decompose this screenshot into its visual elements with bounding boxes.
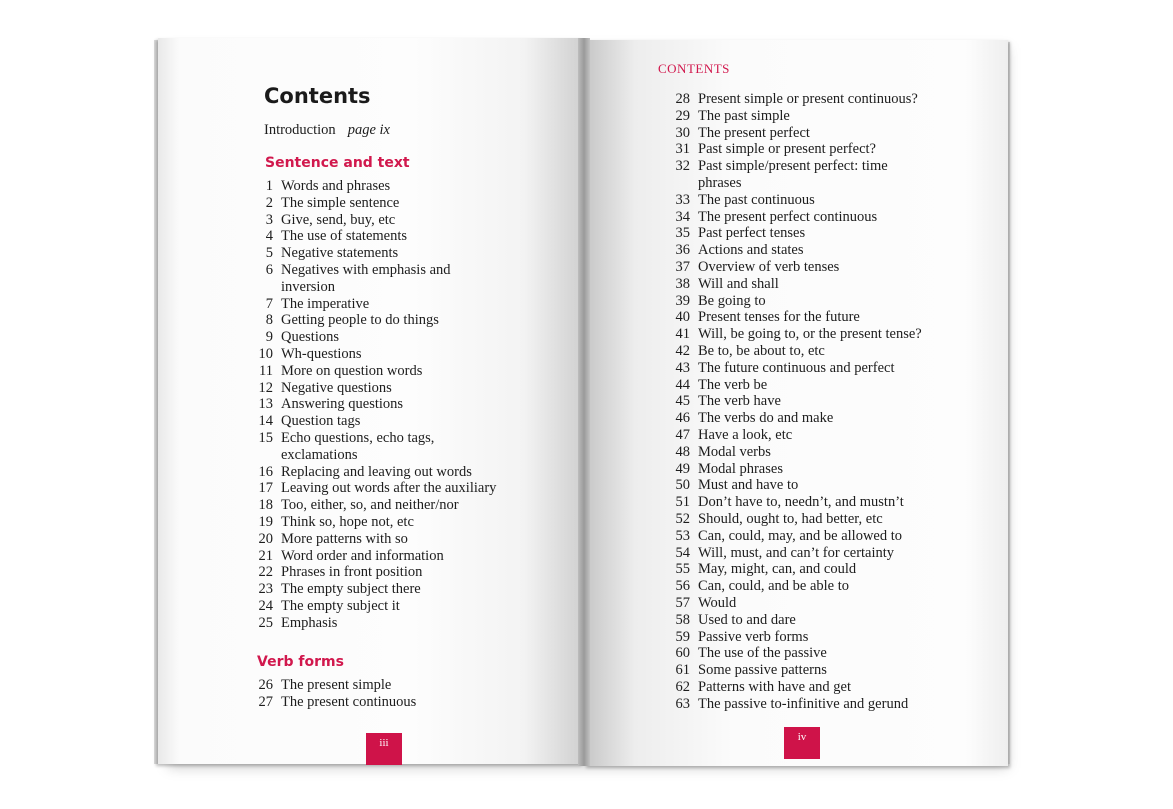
- toc-entry: [674, 528, 922, 545]
- toc-entry-title: The present simple: [281, 677, 392, 693]
- toc-entry: [674, 276, 922, 293]
- running-head: CONTENTS: [658, 61, 730, 76]
- toc-entry: [257, 178, 496, 195]
- toc-entry-title: May, might, can, and could: [698, 561, 857, 578]
- toc-entry-number: 5: [265, 245, 273, 262]
- toc-entry: [257, 564, 496, 581]
- toc-entry-number: 36: [675, 242, 690, 259]
- toc-entry: [257, 363, 496, 380]
- toc-entry: [257, 531, 496, 548]
- toc-entry-title: Questions: [281, 329, 339, 346]
- toc-entry-number: 17: [258, 480, 273, 497]
- toc-entry-title: The present perfect: [698, 124, 810, 141]
- toc-entry-number: 41: [675, 326, 690, 343]
- toc-entry: [674, 511, 922, 528]
- toc-entry-number: 35: [675, 225, 690, 242]
- toc-entry-title: Getting people to do things: [281, 312, 439, 329]
- page-number-right: [784, 727, 820, 759]
- toc-entry: [257, 548, 496, 565]
- toc-entry: [674, 393, 922, 410]
- toc-entry-number: 8: [265, 312, 273, 329]
- toc-list-verb-forms: [257, 677, 416, 711]
- toc-list-sentence-and-text: [257, 178, 496, 632]
- section-heading-sentence-and-text: Sentence and text: [265, 155, 410, 171]
- toc-entry-title: The present perfect continuous: [698, 208, 878, 225]
- toc-entry: [674, 192, 922, 209]
- toc-entry-title: Will and shall: [698, 275, 779, 292]
- toc-entry-title: Modal phrases: [698, 460, 783, 477]
- toc-entry-title: The verb be: [698, 376, 768, 393]
- toc-entry-number: 21: [258, 547, 273, 564]
- toc-entry-number: 20: [258, 530, 273, 547]
- toc-entry-title: Present simple or present continuous?: [698, 91, 918, 107]
- toc-entry: [257, 615, 496, 632]
- introduction-page: page ix: [347, 122, 390, 138]
- toc-entry-title: The past simple: [698, 107, 790, 124]
- toc-entry: [674, 595, 922, 612]
- toc-entry-number: 9: [265, 329, 273, 346]
- toc-entry-number: 48: [675, 443, 690, 460]
- toc-entry: [674, 293, 922, 310]
- toc-entry-number: 45: [675, 393, 690, 410]
- page-number-left-label: iii: [379, 737, 389, 749]
- toc-entry: [257, 677, 416, 694]
- toc-entry-number: 14: [258, 413, 273, 430]
- toc-entry: [674, 612, 922, 629]
- toc-entry-number: 47: [675, 426, 690, 443]
- toc-entry: [257, 581, 496, 598]
- toc-entry: [674, 377, 922, 394]
- toc-entry: [674, 477, 922, 494]
- toc-entry: [674, 494, 922, 511]
- toc-entry: [257, 480, 496, 497]
- toc-entry: [257, 296, 496, 313]
- toc-entry-title: Word order and information: [281, 547, 444, 564]
- toc-entry-title: Some passive patterns: [698, 662, 827, 679]
- toc-entry-title: The imperative: [281, 295, 370, 312]
- toc-entry-title: The simple sentence: [281, 194, 400, 211]
- toc-entry-number: 26: [258, 677, 273, 693]
- toc-entry-title: Too, either, so, and neither/nor: [281, 497, 459, 514]
- toc-entry: [257, 329, 496, 346]
- toc-entry-title: The use of the passive: [698, 645, 827, 662]
- toc-list-right: [674, 91, 922, 712]
- toc-entry-title: Phrases in front position: [281, 564, 423, 581]
- toc-entry: [674, 158, 922, 192]
- page-number-right-label: iv: [797, 731, 807, 743]
- toc-entry: [674, 578, 922, 595]
- toc-entry-title: Be going to: [698, 292, 766, 309]
- toc-entry-number: 62: [675, 678, 690, 695]
- toc-entry: [674, 91, 922, 108]
- toc-entry: [674, 326, 922, 343]
- toc-entry: [674, 410, 922, 427]
- toc-entry-title: Past simple/present perfect: time phrases: [698, 158, 888, 191]
- toc-entry-title: Be to, be about to, etc: [698, 342, 825, 359]
- toc-entry: [257, 262, 496, 296]
- toc-entry-title: Should, ought to, had better, etc: [698, 510, 883, 527]
- toc-entry: [257, 497, 496, 514]
- page-title: Contents: [264, 84, 371, 108]
- toc-entry: [674, 209, 922, 226]
- toc-entry-title: The verb have: [698, 393, 781, 410]
- toc-entry: [674, 108, 922, 125]
- toc-entry: [674, 696, 922, 713]
- toc-entry-number: 12: [258, 379, 273, 396]
- toc-entry-number: 59: [675, 628, 690, 645]
- toc-entry-title: The empty subject it: [281, 597, 400, 614]
- toc-entry: [257, 228, 496, 245]
- toc-entry-number: 10: [258, 345, 273, 362]
- toc-entry-title: Emphasis: [281, 614, 338, 631]
- toc-entry: [674, 309, 922, 326]
- toc-entry-number: 52: [675, 510, 690, 527]
- toc-entry: [257, 413, 496, 430]
- toc-entry-number: 18: [258, 497, 273, 514]
- toc-entry-title: Don’t have to, needn’t, and mustn’t: [698, 494, 904, 511]
- toc-entry: [674, 259, 922, 276]
- toc-entry: [674, 561, 922, 578]
- toc-entry: [674, 242, 922, 259]
- toc-entry-number: 24: [258, 597, 273, 614]
- introduction-label: Introduction: [264, 122, 336, 138]
- toc-entry-number: 54: [675, 544, 690, 561]
- toc-entry: [674, 645, 922, 662]
- toc-entry-title: Past perfect tenses: [698, 225, 806, 242]
- page-number-left: [366, 733, 402, 765]
- toc-entry-number: 33: [675, 191, 690, 208]
- toc-entry-number: 46: [675, 410, 690, 427]
- toc-entry-number: 55: [675, 561, 690, 578]
- toc-entry-title: Past simple or present perfect?: [698, 141, 876, 158]
- toc-entry: [674, 545, 922, 562]
- toc-entry-number: 22: [258, 564, 273, 581]
- toc-entry-title: Overview of verb tenses: [698, 258, 840, 275]
- toc-entry-number: 27: [258, 693, 273, 710]
- toc-entry-title: Words and phrases: [281, 178, 391, 194]
- toc-entry-number: 34: [675, 208, 690, 225]
- toc-entry-number: 13: [258, 396, 273, 413]
- toc-entry-number: 4: [265, 228, 273, 245]
- toc-entry-title: Modal verbs: [698, 443, 771, 460]
- toc-entry-title: Patterns with have and get: [698, 678, 852, 695]
- toc-entry: [674, 444, 922, 461]
- toc-entry-number: 1: [265, 178, 273, 194]
- toc-entry-title: Replacing and leaving out words: [281, 463, 472, 480]
- toc-entry-number: 15: [258, 429, 273, 446]
- toc-entry-number: 28: [675, 91, 690, 107]
- toc-entry-number: 6: [265, 261, 273, 278]
- toc-entry: [257, 430, 496, 464]
- toc-entry: [257, 396, 496, 413]
- toc-entry: [257, 346, 496, 363]
- toc-entry-title: More on question words: [281, 362, 423, 379]
- toc-entry: [257, 195, 496, 212]
- toc-entry: [674, 629, 922, 646]
- toc-entry-title: Negatives with emphasis and inversion: [281, 261, 451, 295]
- toc-entry: [257, 380, 496, 397]
- toc-entry-title: The empty subject there: [281, 581, 421, 598]
- toc-entry-number: 44: [675, 376, 690, 393]
- toc-entry: [257, 514, 496, 531]
- toc-entry-number: 37: [675, 258, 690, 275]
- toc-entry-title: Think so, hope not, etc: [281, 513, 414, 530]
- toc-entry-title: Question tags: [281, 413, 361, 430]
- toc-entry-number: 50: [675, 477, 690, 494]
- toc-entry: [674, 360, 922, 377]
- toc-entry-number: 30: [675, 124, 690, 141]
- toc-entry-title: The present continuous: [281, 693, 417, 710]
- toc-entry-title: Wh-questions: [281, 345, 362, 362]
- toc-entry-title: The future continuous and perfect: [698, 359, 895, 376]
- toc-entry-title: Used to and dare: [698, 611, 796, 628]
- toc-entry: [257, 598, 496, 615]
- toc-entry-title: The verbs do and make: [698, 410, 834, 427]
- toc-entry-number: 56: [675, 578, 690, 595]
- toc-entry-number: 60: [675, 645, 690, 662]
- toc-entry-title: Can, could, and be able to: [698, 578, 849, 595]
- toc-entry-title: Answering questions: [281, 396, 404, 413]
- toc-entry-title: Have a look, etc: [698, 426, 793, 443]
- toc-entry-title: Must and have to: [698, 477, 799, 494]
- toc-entry-number: 23: [258, 581, 273, 598]
- toc-entry-number: 40: [675, 309, 690, 326]
- toc-entry-title: Echo questions, echo tags, exclamations: [281, 429, 435, 463]
- toc-entry: [674, 427, 922, 444]
- toc-entry: [674, 679, 922, 696]
- toc-entry-title: Leaving out words after the auxiliary: [281, 480, 497, 497]
- toc-entry: [674, 225, 922, 242]
- toc-entry: [674, 662, 922, 679]
- toc-entry-number: 19: [258, 513, 273, 530]
- toc-entry-number: 39: [675, 292, 690, 309]
- toc-entry: [674, 343, 922, 360]
- introduction-entry: [264, 122, 390, 139]
- toc-entry-number: 53: [675, 527, 690, 544]
- toc-entry-number: 58: [675, 611, 690, 628]
- toc-entry-number: 43: [675, 359, 690, 376]
- toc-entry: [257, 464, 496, 481]
- toc-entry-title: Negative statements: [281, 245, 399, 262]
- toc-entry-title: Present tenses for the future: [698, 309, 860, 326]
- toc-entry-title: Would: [698, 594, 737, 611]
- toc-entry-number: 42: [675, 342, 690, 359]
- toc-entry: [674, 461, 922, 478]
- toc-entry-title: The passive to-infinitive and gerund: [698, 695, 909, 712]
- toc-entry-title: Will, must, and can’t for certainty: [698, 544, 895, 561]
- toc-entry-number: 31: [675, 141, 690, 158]
- toc-entry-number: 63: [675, 695, 690, 712]
- toc-entry-title: Give, send, buy, etc: [281, 211, 396, 228]
- toc-entry: [257, 694, 416, 711]
- toc-entry-number: 51: [675, 494, 690, 511]
- toc-entry-title: Will, be going to, or the present tense?: [698, 326, 922, 343]
- toc-entry-number: 49: [675, 460, 690, 477]
- toc-entry-title: The use of statements: [281, 228, 408, 245]
- toc-entry-title: Negative questions: [281, 379, 392, 396]
- toc-entry-number: 57: [675, 594, 690, 611]
- book-gutter: [578, 38, 590, 766]
- toc-entry: [257, 312, 496, 329]
- toc-entry-number: 32: [675, 158, 690, 175]
- toc-entry-title: The past continuous: [698, 191, 815, 208]
- toc-entry-title: More patterns with so: [281, 530, 408, 547]
- toc-entry-number: 3: [265, 211, 273, 228]
- toc-entry-number: 11: [259, 362, 273, 379]
- toc-entry: [674, 125, 922, 142]
- toc-entry-number: 29: [675, 107, 690, 124]
- toc-entry-number: 2: [265, 194, 273, 211]
- section-heading-verb-forms: Verb forms: [257, 654, 344, 670]
- toc-entry: [674, 141, 922, 158]
- toc-entry-title: Actions and states: [698, 242, 804, 259]
- toc-entry: [257, 245, 496, 262]
- toc-entry-title: Can, could, may, and be allowed to: [698, 527, 903, 544]
- toc-entry-number: 38: [675, 275, 690, 292]
- toc-entry-number: 61: [675, 662, 690, 679]
- toc-entry-title: Passive verb forms: [698, 628, 809, 645]
- toc-entry-number: 25: [258, 614, 273, 631]
- toc-entry: [257, 212, 496, 229]
- toc-entry-number: 16: [258, 463, 273, 480]
- toc-entry-number: 7: [265, 295, 273, 312]
